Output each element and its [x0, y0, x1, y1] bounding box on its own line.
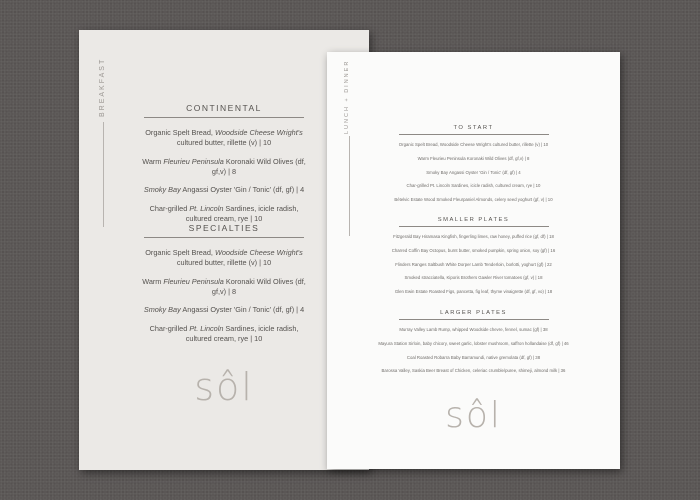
menu-item: Coal Roasted Robarra Baby Barramundi, native gremolata (df, gf) | 38: [406, 354, 541, 360]
breakfast-menu-card: [79, 30, 369, 470]
continental-section: [79, 103, 369, 233]
smaller-plates-rule: [399, 226, 549, 227]
continental-items: [79, 128, 369, 224]
to-start-title: TO START: [453, 125, 494, 131]
menu-item: Organic Spelt Bread, Woodside Cheese Wright's cultured butter, rillette (v) | 10: [398, 142, 549, 147]
specialties-section: [79, 223, 369, 353]
larger-plates-title: LARGER PLATES: [440, 310, 507, 316]
menu-item: Mayura Station Sirloin, baby chicory, sweet garlic, lobster mushroom, saffron hollandaise (df, gf) | 46: [378, 340, 569, 346]
dinner-menu-card: [327, 52, 620, 469]
menu-item: Glen Ewin Estate Roasted Figs, pancetta, fig leaf, thyme vinaigrette (df, gf, vo) | 18: [394, 289, 553, 295]
menu-item: Smoked stracciatella, Kiporis Brothers Gawler River tomatoes (gf, v) | 18: [404, 275, 543, 281]
smaller-plates-title: SMALLER PLATES: [437, 217, 510, 223]
sol-logo: sôl: [194, 365, 254, 409]
to-start-rule: [399, 134, 549, 135]
menu-item: Murray Valley Lamb Rump, whipped Woodside chevre, fennel, sumac (gf) | 38: [399, 327, 548, 332]
menu-item: Smoky Bay Angassi Oyster 'Gin / Tonic' (df, gf) | 4: [143, 305, 305, 315]
menu-item: Warm Fleurieu Peninsula Koronaki Wild Olives (df, gf,v) | 8: [142, 156, 306, 176]
smaller-plates-section: [327, 217, 620, 303]
menu-item: Organic Spelt Bread, Woodside Cheese Wright's cultured butter, rillette (v) | 10: [145, 128, 303, 147]
continental-rule: [144, 117, 304, 118]
to-start-section: [327, 125, 620, 211]
menu-item: Organic Spelt Bread, Woodside Cheese Wright's cultured butter, rillette (v) | 10: [145, 248, 303, 267]
menu-item: Barossa Valley, Saskia Beer Breast of Chicken, celeriac crumble/puree, shimeji, almond milk | 36: [381, 368, 566, 374]
menu-item: Char-grilled Pt. Lincoln Sardines, icicle radish, cultured cream, rye | 10: [149, 204, 299, 224]
menu-item: Charred Coffin Bay Octopus, burnt butter, smoked pumpkin, spring onion, soy (gf) | 16: [391, 247, 556, 253]
specialties-title: SPECIALTIES: [188, 223, 260, 233]
sol-logo: sôl: [445, 395, 502, 436]
dinner-side-label: LUNCH + DINNER: [344, 59, 350, 134]
specialties-items: [79, 248, 369, 344]
menu-item: Warm Fleurieu Peninsula Koronaki Wild Olives (df, gf,v) | 8: [417, 155, 530, 161]
breakfast-side-label: BREAKFAST: [99, 57, 106, 117]
continental-title: CONTINENTAL: [186, 103, 262, 113]
menu-item: Smoky Bay Angassi Oyster 'Gin / Tonic' (df, gf) | 4: [426, 169, 521, 175]
menu-item: Char-grilled Pt. Lincoln Sardines, icicle radish, cultured cream, rye | 10: [149, 324, 299, 344]
larger-plates-section: [327, 310, 620, 382]
menu-item: Flinders Ranges Saltbush White Dorper Lamb Tenderloin, borlotti, yoghurt (gf) | 22: [395, 261, 552, 267]
larger-plates-items: [327, 327, 620, 374]
larger-plates-rule: [399, 319, 549, 320]
specialties-rule: [144, 237, 304, 238]
menu-item: Smoky Bay Angassi Oyster 'Gin / Tonic' (df, gf) | 4: [143, 185, 305, 195]
menu-item: Bételvic Estate Wood Smoked Fleurpaniel Almonds, celery seed yoghurt (gf, v) | 10: [394, 197, 553, 203]
to-start-items: [327, 142, 620, 203]
menu-item: Fitzgerald Bay Hiramasa Kingfish, fingerling limes, raw honey, puffed rice (gf, df) | 18: [393, 234, 554, 239]
smaller-plates-items: [327, 234, 620, 295]
menu-item: Warm Fleurieu Peninsula Koronaki Wild Olives (df, gf,v) | 8: [142, 276, 306, 296]
menu-item: Char-grilled Pt. Lincoln Sardines, icicle radish, cultured cream, rye | 10: [406, 183, 541, 189]
